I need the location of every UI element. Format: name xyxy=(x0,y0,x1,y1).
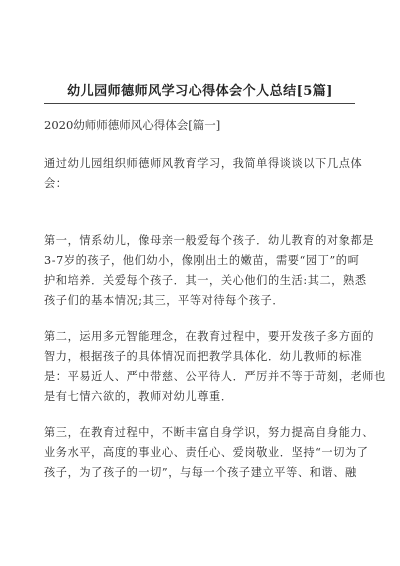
text-line: 智力，根据孩子的具体情况而把教学具体化．幼儿教师的标准 xyxy=(44,350,363,363)
text-line: 是：平易近人、严中带慈、公平待人．严厉并不等于苛刻，老师也 xyxy=(44,370,386,383)
text-line: 是有七情六欲的，教师对幼儿尊重． xyxy=(44,390,233,403)
text-line: 业务水平，高度的事业心、责任心、爱岗敬业．坚持“一切为了 xyxy=(44,446,369,459)
text-line: 孩子们的基本情况;其三，平等对待每个孩子． xyxy=(44,294,285,307)
text-line: 第二，运用多元智能理念，在教育过程中，要开发孩子多方面的 xyxy=(44,330,375,343)
text-line: 第一，情系幼儿，像母亲一般爱每个孩子．幼儿教育的对象都是 xyxy=(44,234,375,247)
text-line: 护和培养．关爱每个孩子．其一，关心他们的生活:其二，熟悉 xyxy=(44,274,367,287)
paragraph-intro xyxy=(44,154,363,194)
text-line: 通过幼儿园组织师德师风教育学习，我简单得谈谈以下几点体 xyxy=(44,157,363,170)
text-line: 3-7岁的孩子，他们幼小，像刚出土的嫩苗，需要“园丁”的呵 xyxy=(44,254,360,267)
section-heading: 2020幼师师德师风心得体会[篇一] xyxy=(44,118,221,132)
document-title: 幼儿园师德师风学习心得体会个人总结[5篇] xyxy=(67,84,333,99)
text-line: 孩子，为了孩子的一切”，与每一个孩子建立平等、和谐、融 xyxy=(44,466,357,479)
text-line: 会： xyxy=(44,177,68,190)
title-divider xyxy=(44,103,355,104)
paragraph-third xyxy=(44,423,375,483)
paragraph-second xyxy=(44,327,386,407)
text-line: 第三，在教育过程中，不断丰富自身学识，努力提高自身能力、 xyxy=(44,426,375,439)
paragraph-first xyxy=(44,231,375,311)
